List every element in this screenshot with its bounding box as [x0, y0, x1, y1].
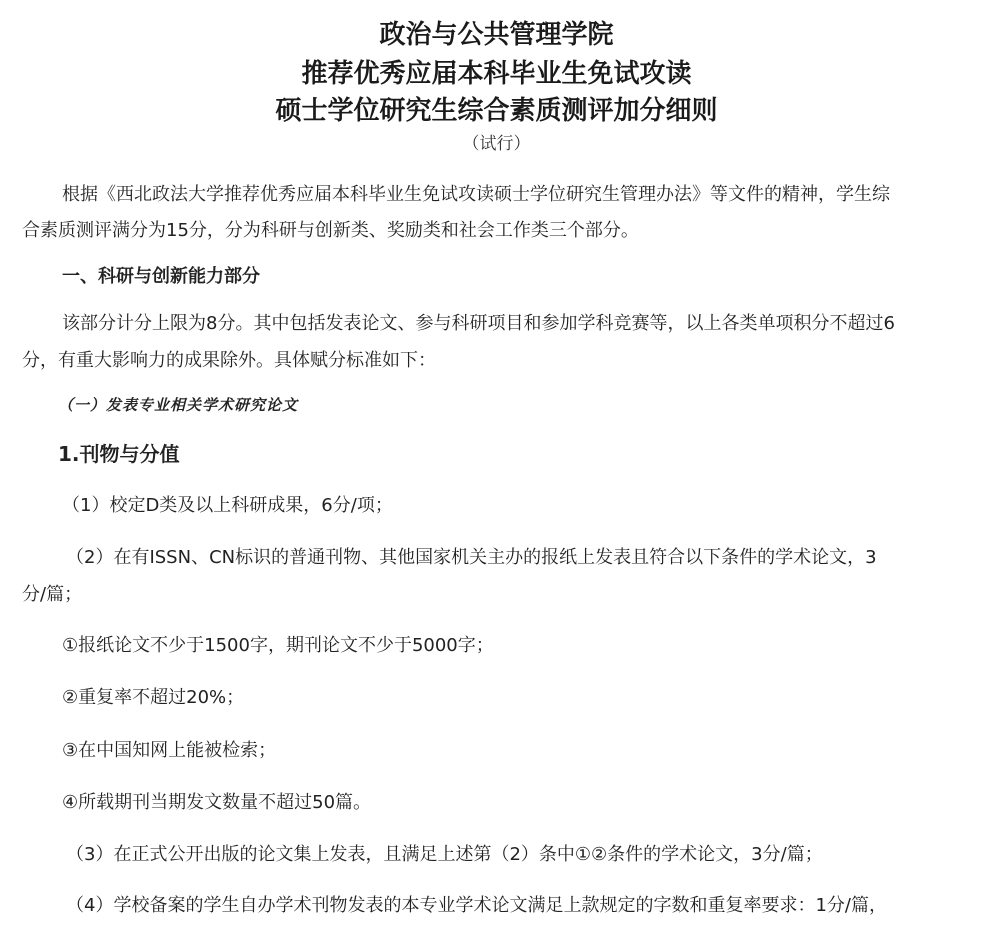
document-title-line-2: 推荐优秀应届本科毕业生免试攻读 — [301, 59, 692, 89]
list-item-4: （4）学校备案的学生自办学术刊物发表的本专业学术论文满足上款规定的字数和重复率要求：1分/篇， — [66, 895, 887, 916]
condition-item-2: ②重复率不超过20%； — [62, 687, 245, 708]
section-1-paragraph-line-2: 分，有重大影响力的成果除外。具体赋分标准如下： — [22, 350, 436, 371]
document-subtitle: （试行） — [462, 134, 531, 154]
condition-item-1: ①报纸论文不少于1500字，期刊论文不少于5000字； — [62, 635, 494, 656]
subsection-heading: （一）发表专业相关学术研究论文 — [58, 396, 299, 414]
intro-paragraph-line-2: 合素质测评满分为15分，分为科研与创新类、奖励类和社会工作类三个部分。 — [22, 220, 639, 241]
list-item-3: （3）在正式公开出版的论文集上发表，且满足上述第（2）条中①②条件的学术论文，3分/篇； — [66, 844, 823, 865]
section-1-heading: 一、科研与创新能力部分 — [62, 266, 260, 287]
list-item-2-line-2: 分/篇； — [22, 584, 83, 605]
condition-item-3: ③在中国知网上能被检索； — [62, 740, 277, 761]
intro-paragraph-line-1: 根据《西北政法大学推荐优秀应届本科毕业生免试攻读硕士学位研究生管理办法》等文件的精神，学生综 — [62, 184, 890, 205]
list-item-2-line-1: （2）在有ISSN、CN标识的普通刊物、其他国家机关主办的报纸上发表且符合以下条件的学术论文，3 — [66, 547, 877, 568]
subsubsection-heading: 1.刊物与分值 — [58, 442, 180, 466]
document-title-line-3: 硕士学位研究生综合素质测评加分细则 — [275, 96, 718, 126]
list-item-1: （1）校定D类及以上科研成果，6分/项； — [62, 495, 393, 516]
document-title-line-1: 政治与公共管理学院 — [379, 20, 614, 50]
condition-item-4: ④所载期刊当期发文数量不超过50篇。 — [62, 792, 372, 813]
section-1-paragraph-line-1: 该部分计分上限为8分。其中包括发表论文、参与科研项目和参加学科竞赛等，以上各类单项积分不超过6 — [62, 313, 895, 334]
